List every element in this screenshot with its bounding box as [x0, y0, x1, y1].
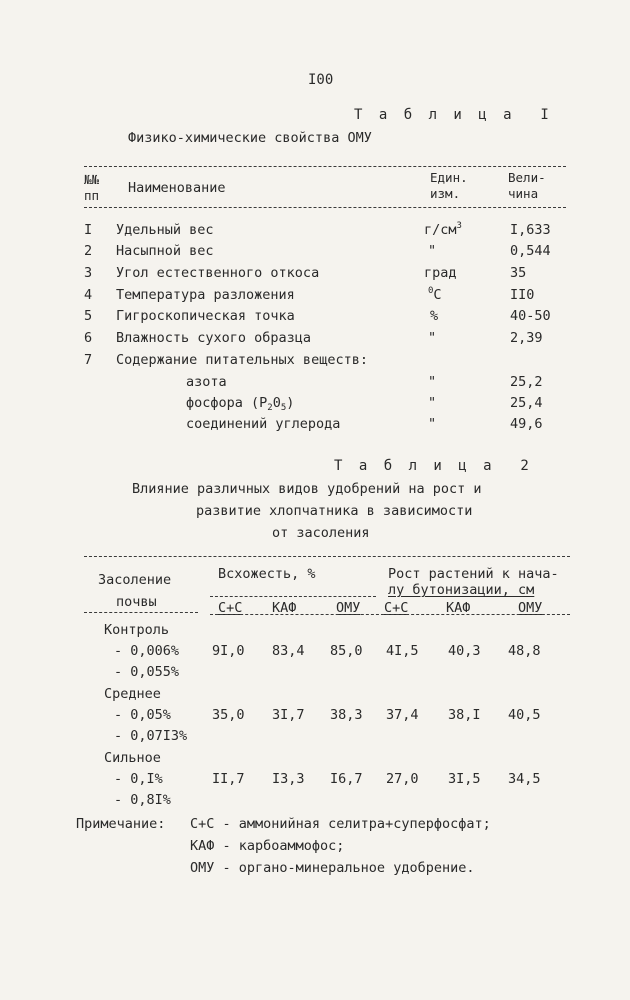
table1-caption: Т а б л и ц а I — [354, 107, 553, 123]
table2-group-2-v4: 37,4 — [386, 707, 419, 723]
table2-group-2-v5: 38,I — [448, 707, 481, 723]
table2-group-1-v6: 48,8 — [508, 643, 541, 659]
table1-row-1-num: I — [84, 222, 93, 238]
table1-row-5-num: 5 — [84, 308, 93, 324]
table1-header-value-1: Вели- — [508, 170, 546, 185]
table1-row-4-value: II0 — [510, 287, 535, 303]
table1-subrow-2-name: фосфора $(P_20_5)$ — [186, 395, 295, 413]
table1-header-value-2: чина — [508, 186, 539, 201]
table2-header-germination: Всхожесть, % — [218, 566, 316, 582]
table2-rule-top — [84, 556, 570, 557]
table1-rule-top — [84, 166, 566, 167]
table2-group-3-range-2: - 0,8I% — [114, 792, 171, 808]
table2-group-3-range-1: - 0,I% — [114, 771, 163, 787]
table1-row-1-unit: $г/см^3$ — [424, 221, 462, 238]
table1-row-6-unit: " — [428, 330, 437, 346]
table2-group-1-v4: 4I,5 — [386, 643, 419, 659]
table1-row-1-name: Удельный вес — [116, 222, 214, 238]
table1-header-num-2: пп — [84, 188, 100, 203]
table1-subrow-1-name: азота — [186, 374, 227, 390]
table1-subrow-1-value: 25,2 — [510, 374, 543, 390]
table2-group-3-v4: 27,0 — [386, 771, 419, 787]
table2-title-line-3: от засоления — [272, 525, 370, 541]
table2-group-3-v1: II,7 — [212, 771, 245, 787]
table1-row-2-num: 2 — [84, 243, 93, 259]
table2-group-3-v5: 3I,5 — [448, 771, 481, 787]
table1-row-3-name: Угол естественного откоса — [116, 265, 320, 281]
table2-sub-6: ОМУ — [518, 600, 543, 616]
table1-subrow-1-unit: " — [428, 374, 437, 390]
table2-group-3-label: Сильное — [104, 750, 161, 766]
table1-header-num-1: №№ — [84, 172, 100, 187]
table2-rule-germination — [210, 596, 376, 597]
table1-row-5-unit: % — [430, 308, 439, 324]
table2-header-growth-1: Рост растений к нача- — [388, 566, 559, 582]
table1-row-2-unit: " — [428, 243, 437, 259]
table1-row-1-value: I,633 — [510, 222, 551, 238]
table1-subrow-2-unit: " — [428, 395, 437, 411]
table2-group-1-v5: 40,3 — [448, 643, 481, 659]
table2-group-2-range-2: - 0,07I3% — [114, 728, 188, 744]
note-label: Примечание: — [76, 816, 166, 832]
table2-group-2-range-1: - 0,05% — [114, 707, 171, 723]
table2-sub-4: С+С — [384, 600, 409, 616]
table1-header-name: Наименование — [128, 180, 226, 196]
note-line-2: КАФ - карбоаммофос; — [190, 838, 345, 854]
table2-sub-3: ОМУ — [336, 600, 361, 616]
table1-row-6-value: 2,39 — [510, 330, 543, 346]
table2-group-3-v2: I3,3 — [272, 771, 305, 787]
table2-header-salinity-2: почвы — [116, 594, 157, 610]
table1-row-6-num: 6 — [84, 330, 93, 346]
table1-subrow-3-unit: " — [428, 416, 437, 432]
table1-title: Физико-химические свойства ОМУ — [128, 130, 372, 146]
table2-group-1-range-1: - 0,006% — [114, 643, 180, 659]
table2-sub-2: КАФ — [272, 600, 297, 616]
table2-header-salinity-1: Засоление — [98, 572, 172, 588]
table2-group-3-v6: 34,5 — [508, 771, 541, 787]
table1-row-4-unit: $^0$С — [428, 286, 442, 303]
table2-caption: Т а б л и ц а 2 — [334, 458, 533, 474]
table1-header-unit-1: Един. — [430, 170, 468, 185]
table2-group-2-label: Среднее — [104, 686, 161, 702]
table1-row-7-num: 7 — [84, 352, 93, 368]
page-number: I00 — [308, 72, 334, 88]
table2-group-3-v3: I6,7 — [330, 771, 363, 787]
table2-rule-salinity — [84, 612, 198, 613]
table1-row-7-name: Содержание питательных веществ: — [116, 352, 368, 368]
table2-sub-5: КАФ — [446, 600, 471, 616]
table1-row-6-name: Влажность сухого образца — [116, 330, 312, 346]
table2-rule-header — [210, 614, 570, 615]
table2-group-2-v6: 40,5 — [508, 707, 541, 723]
table2-sub-1: С+С — [218, 600, 243, 616]
note-line-3: ОМУ - органо-минеральное удобрение. — [190, 860, 475, 876]
note-line-1: С+С - аммонийная селитра+суперфосфат; — [190, 816, 491, 832]
table2-group-1-v2: 83,4 — [272, 643, 305, 659]
table1-row-5-name: Гигроскопическая точка — [116, 308, 295, 324]
table2-group-1-range-2: - 0,055% — [114, 664, 180, 680]
table1-subrow-3-value: 49,6 — [510, 416, 543, 432]
table2-group-2-v3: 38,3 — [330, 707, 363, 723]
table2-group-1-label: Контроль — [104, 622, 170, 638]
table1-row-3-unit: град — [424, 265, 457, 281]
table2-header-growth-2: лу бутонизации, см — [388, 582, 535, 598]
table1-subrow-2-value: 25,4 — [510, 395, 543, 411]
table1-row-3-num: 3 — [84, 265, 93, 281]
table2-title-line-1: Влияние различных видов удобрений на рост и — [132, 481, 482, 497]
table1-row-3-value: 35 — [510, 265, 527, 281]
table1-row-4-name: Температура разложения — [116, 287, 295, 303]
table1-rule-header — [84, 207, 566, 208]
table2-group-1-v1: 9I,0 — [212, 643, 245, 659]
table2-group-2-v2: 3I,7 — [272, 707, 305, 723]
table1-subrow-3-name: соединений углерода — [186, 416, 341, 432]
table1-row-2-name: Насыпной вес — [116, 243, 214, 259]
table2-group-2-v1: 35,0 — [212, 707, 245, 723]
table1-row-2-value: 0,544 — [510, 243, 551, 259]
table2-title-line-2: развитие хлопчатника в зависимости — [196, 503, 473, 519]
table1-header-unit-2: изм. — [430, 186, 461, 201]
table1-row-4-num: 4 — [84, 287, 93, 303]
table2-group-1-v3: 85,0 — [330, 643, 363, 659]
table1-row-5-value: 40-50 — [510, 308, 551, 324]
